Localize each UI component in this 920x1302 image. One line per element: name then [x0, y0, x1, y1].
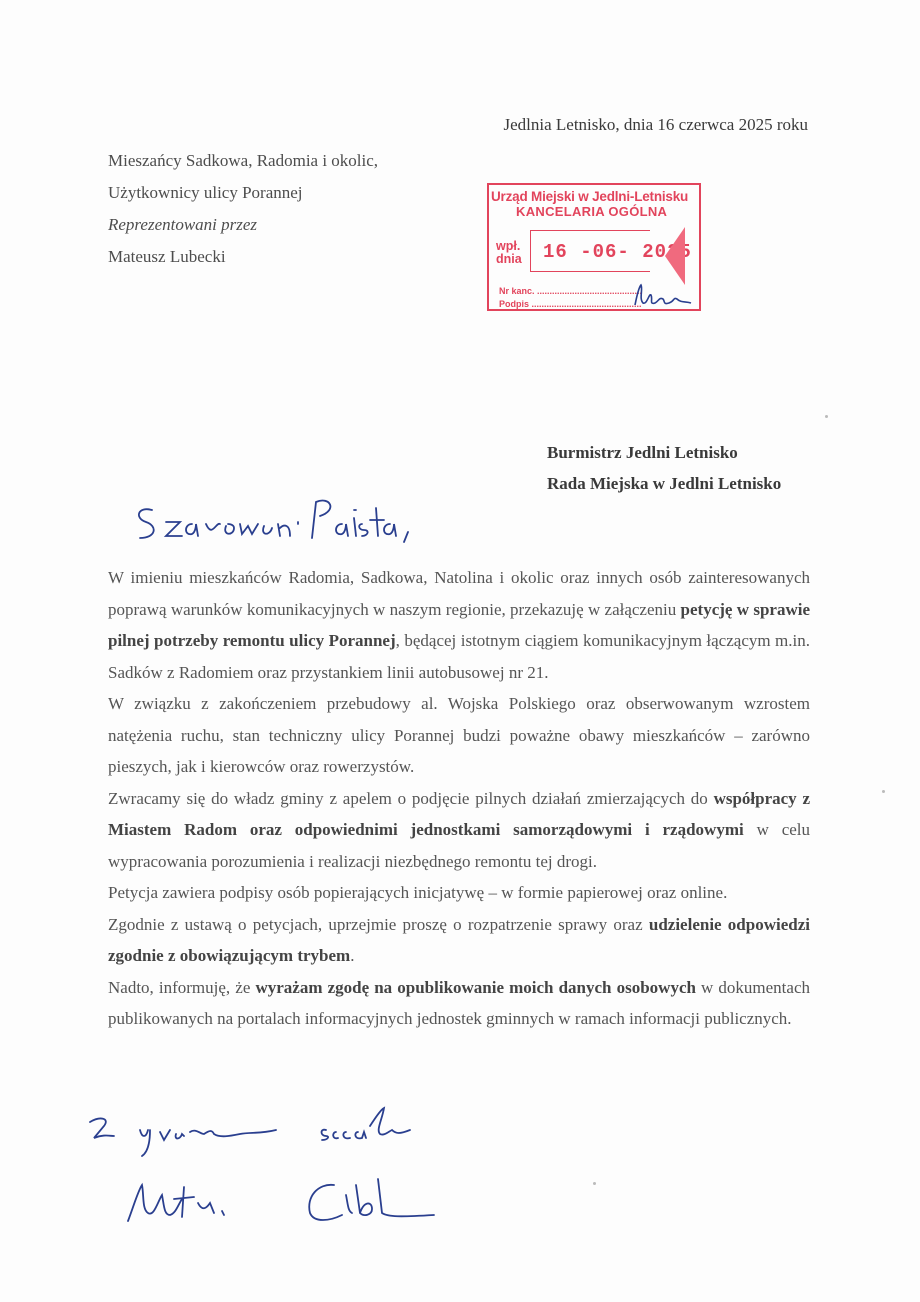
paragraph-6-bold: wyrażam zgodę na opublikowanie moich danych osobowych [255, 977, 696, 997]
paragraph-3-c: w celu wypracowania porozumienia i realizacji niezbędnego remontu tej drogi. [108, 820, 811, 871]
paragraph-2: W związku z zakończeniem przebudowy al. Wojska Polskiego oraz obserwowanym wzrostem natężenia ruchu, stan techniczny ulicy Porannej budzi poważne obawy mieszkańców – zarówno pieszych, jak i kierowców oraz rowerzystów. [108, 694, 810, 776]
stamp-podpis: Podpis ............................................ [499, 299, 642, 309]
stamp-received-date: 16 -06- 2025 [543, 241, 692, 263]
paragraph-3 [108, 783, 810, 878]
stamp-nr-kanc: Nr kanc. .......................................... [499, 286, 643, 296]
paragraph-5-a: Zgodnie z ustawą o petycjach, uprzejmie proszę o rozpatrzenie sprawy oraz [108, 914, 649, 934]
sender-line-2: Użytkownicy ulicy Porannej [108, 183, 303, 202]
paper-speck [882, 790, 885, 793]
handwritten-greeting [130, 488, 460, 548]
recipient-block [547, 437, 781, 499]
stamp-received-label-1: wpł. [496, 239, 521, 253]
paragraph-3-bold: współpracy z Miastem Radom oraz odpowiednimi jednostkami samorządowymi i rządowymi [108, 788, 810, 839]
paragraph-5-c: . [350, 946, 355, 965]
paragraph-1 [108, 562, 810, 688]
handwritten-signature [120, 1165, 460, 1235]
recipient-line-2: Rada Miejska w Jedlni Letnisko [547, 474, 782, 493]
paragraph-6 [108, 972, 810, 1035]
registry-stamp [487, 183, 701, 311]
stamp-office: Urząd Miejski w Jedlni-Letnisku [491, 189, 689, 204]
paragraph-1-a: W imieniu mieszkańców Radomia, Sadkowa, Natolina i okolic oraz innych osób zainteresowanych poprawą warunków komunikacyjnych w naszym regionie, przekazuję w załączeniu [108, 568, 810, 619]
paragraph-1-c: , będącej istotnym ciągiem komunikacyjnym łączącym m.in. Sadków z Radomiem oraz przystankiem linii autobusowej nr 21. [108, 631, 810, 682]
paragraph-4: Petycja zawiera podpisy osób popierających inicjatywę – w formie papierowej oraz online. [108, 883, 728, 902]
place-date: Jedlnia Letnisko, dnia 16 czerwca 2025 roku [503, 115, 808, 134]
paragraph-5-bold: udzielenie odpowiedzi zgodnie z obowiązującym trybem [108, 914, 810, 965]
paragraph-3-a: Zwracamy się do władz gminy z apelem o podjęcie pilnych działań zmierzających do [108, 788, 714, 808]
paper-speck [825, 415, 828, 418]
paragraph-1-bold: petycję w sprawie pilnej potrzeby remontu ulicy Porannej [108, 599, 810, 650]
stamp-department: KANCELARIA OGÓLNA [516, 204, 668, 219]
paragraph-6-c: w dokumentach publikowanych na portalach informacyjnych jednostek gminnych w ramach informacji publicznych. [108, 977, 810, 1028]
recipient-line-1: Burmistrz Jedlni Letnisko [547, 443, 738, 462]
stamp-arrow-icon [665, 227, 685, 285]
sender-block [108, 145, 378, 273]
stamp-received-label-2: dnia [496, 252, 522, 266]
letter-body [108, 562, 810, 1035]
sender-line-1: Mieszańcy Sadkowa, Radomia i okolic, [108, 151, 379, 170]
paragraph-5 [108, 909, 810, 972]
stamp-initials-signature [629, 281, 699, 311]
sender-line-3: Reprezentowani przez [108, 215, 258, 234]
paper-speck [593, 1182, 596, 1185]
paragraph-6-a: Nadto, informuję, że [108, 977, 256, 997]
sender-line-4: Mateusz Lubecki [108, 247, 226, 266]
handwritten-closing [80, 1100, 480, 1160]
stamp-received-label [496, 240, 522, 266]
